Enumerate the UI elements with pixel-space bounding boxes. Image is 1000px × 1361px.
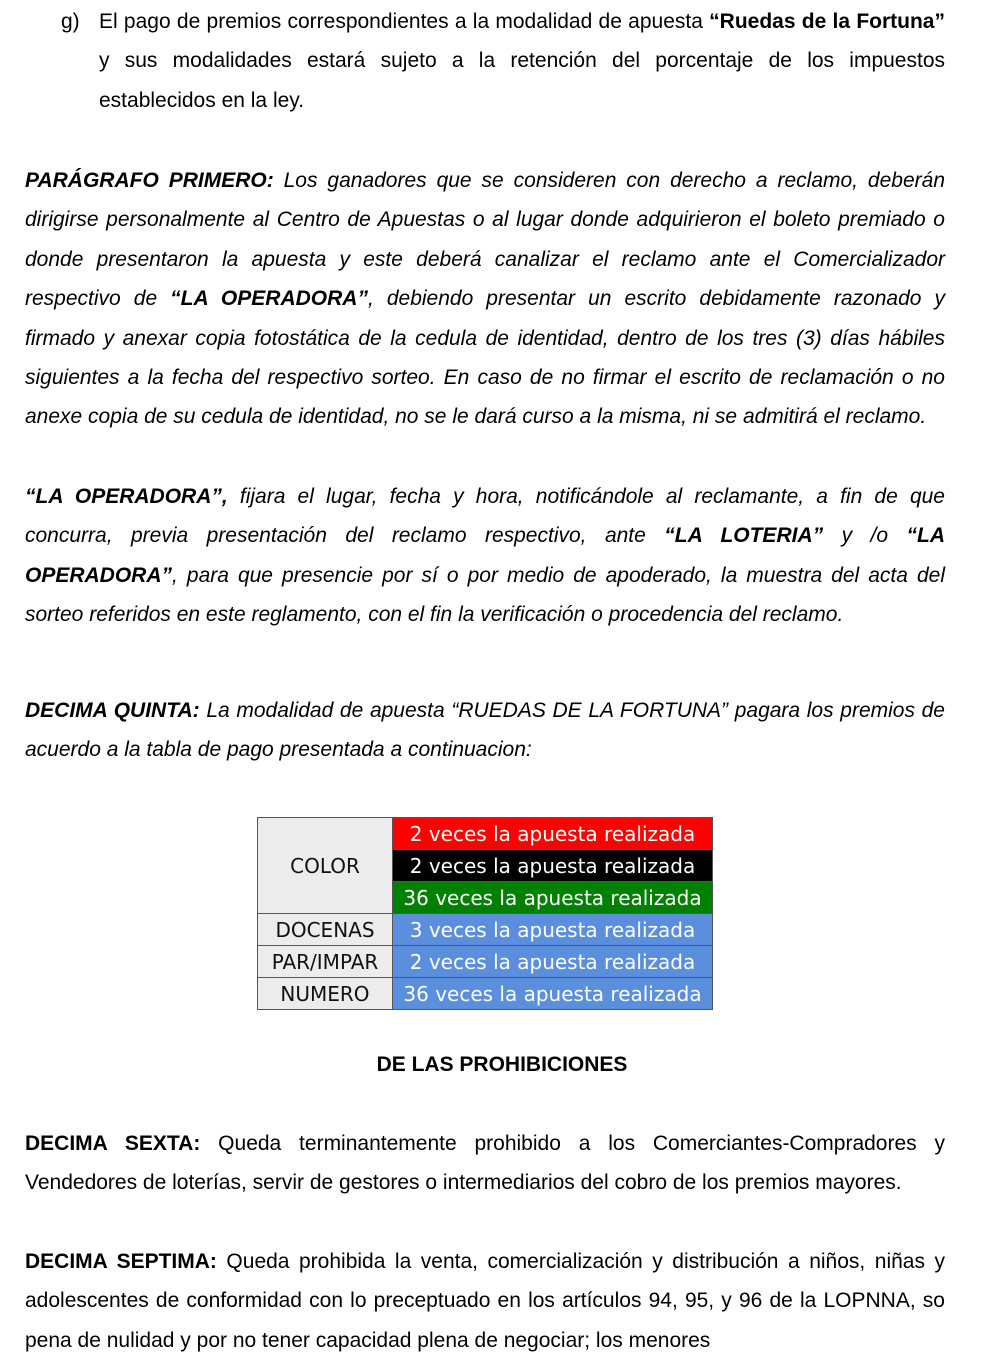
- payout-cell-color-red: 2 veces la apuesta realizada: [393, 818, 713, 850]
- payout-cell-par-impar: 2 veces la apuesta realizada: [393, 946, 713, 978]
- item-g-text-1: El pago de premios correspondientes a la modalidad de apuesta: [99, 10, 710, 33]
- operadora-bold-1: “LA OPERADORA”,: [25, 485, 228, 508]
- payout-cell-color-green: 36 veces la apuesta realizada: [393, 882, 713, 914]
- operadora-bold-3: “LA OPERADORA”: [25, 524, 945, 587]
- decima-sexta-paragraph: [25, 1124, 945, 1203]
- paragrafo-primero-heading: PARÁGRAFO PRIMERO:: [25, 169, 274, 192]
- operadora-bold-2: “LA LOTERIA”: [664, 524, 824, 548]
- table-row: [258, 978, 713, 1010]
- decima-septima-text: Queda prohibida la venta, comercialización y distribución a niños, niñas y adolescentes de conformidad con lo preceptuado en los artículos 94, 95, y 96 de la LOPNNA, so pena de nulidad y por no tener capacidad plena de negociar; los menores: [25, 1250, 945, 1352]
- decima-septima-heading: DECIMA SEPTIMA:: [25, 1250, 217, 1273]
- paragrafo-primero-bold-1: “LA OPERADORA”: [170, 287, 368, 311]
- operadora-text-1: fijara el lugar, fecha y hora, notificándole al reclamante, a fin de que concurra, previa presentación del reclamo respectivo, ante: [25, 485, 945, 548]
- decima-sexta-text: Queda terminantemente prohibido a los Comerciantes-Compradores y Vendedores de loterías, servir de gestores o intermediarios del cobro de los premios mayores.: [25, 1132, 945, 1195]
- paragrafo-primero-text-1: Los ganadores que se consideren con derecho a reclamo, deberán dirigirse personalmente al Centro de Apuestas o al lugar donde adquirieron el boleto premiado o donde presentaron la apuesta y este deberá canalizar el reclamo ante el Comercializador respectivo de: [25, 169, 946, 311]
- decima-quinta-paragraph: [25, 691, 945, 770]
- decima-quinta-text: La modalidad de apuesta “RUEDAS DE LA FORTUNA” pagara los premios de acuerdo a la tabla de pago presentada a continuacion:: [25, 699, 945, 762]
- operadora-paragraph: [25, 477, 945, 635]
- list-item-text: [99, 2, 945, 120]
- list-item-g: [25, 2, 945, 120]
- decima-septima-paragraph: [25, 1242, 945, 1360]
- table-row: [258, 818, 713, 850]
- payout-table: [257, 817, 713, 1010]
- category-cell-docenas: DOCENAS: [258, 914, 393, 946]
- list-marker: g): [61, 10, 80, 33]
- paragrafo-primero-paragraph: [25, 161, 945, 437]
- item-g-bold-1: “Ruedas de la Fortuna”: [709, 10, 945, 33]
- decima-quinta-heading: DECIMA QUINTA:: [25, 699, 200, 722]
- category-cell-par-impar: PAR/IMPAR: [258, 946, 393, 978]
- payout-cell-color-black: 2 veces la apuesta realizada: [393, 850, 713, 882]
- operadora-text-2: y /o: [823, 524, 907, 548]
- section-title-prohibiciones: DE LAS PROHIBICIONES: [376, 1053, 628, 1076]
- payout-cell-docenas: 3 veces la apuesta realizada: [393, 914, 713, 946]
- item-g-text-2: y sus modalidades estará sujeto a la retención del porcentaje de los impuestos establecidos en la ley.: [99, 49, 945, 112]
- category-cell-color: COLOR: [258, 818, 393, 914]
- category-cell-numero: NUMERO: [258, 978, 393, 1010]
- paragrafo-primero-text-2: , debiendo presentar un escrito debidamente razonado y firmado y anexar copia fotostática de la cedula de identidad, dentro de los tres (3) días hábiles siguientes a la fecha del respectivo sorteo. En caso de no firmar el escrito de reclamación o no anexe copia de su cedula de identidad, no se le dará curso a la misma, ni se admitirá el reclamo.: [25, 287, 945, 429]
- payout-cell-numero: 36 veces la apuesta realizada: [393, 978, 713, 1010]
- decima-sexta-heading: DECIMA SEXTA:: [25, 1132, 201, 1155]
- table-row: [258, 914, 713, 946]
- operadora-text-3: , para que presencie por sí o por medio de apoderado, la muestra del acta del sorteo referidos en este reglamento, con el fin la verificación o procedencia del reclamo.: [25, 563, 945, 627]
- table-row: [258, 946, 713, 978]
